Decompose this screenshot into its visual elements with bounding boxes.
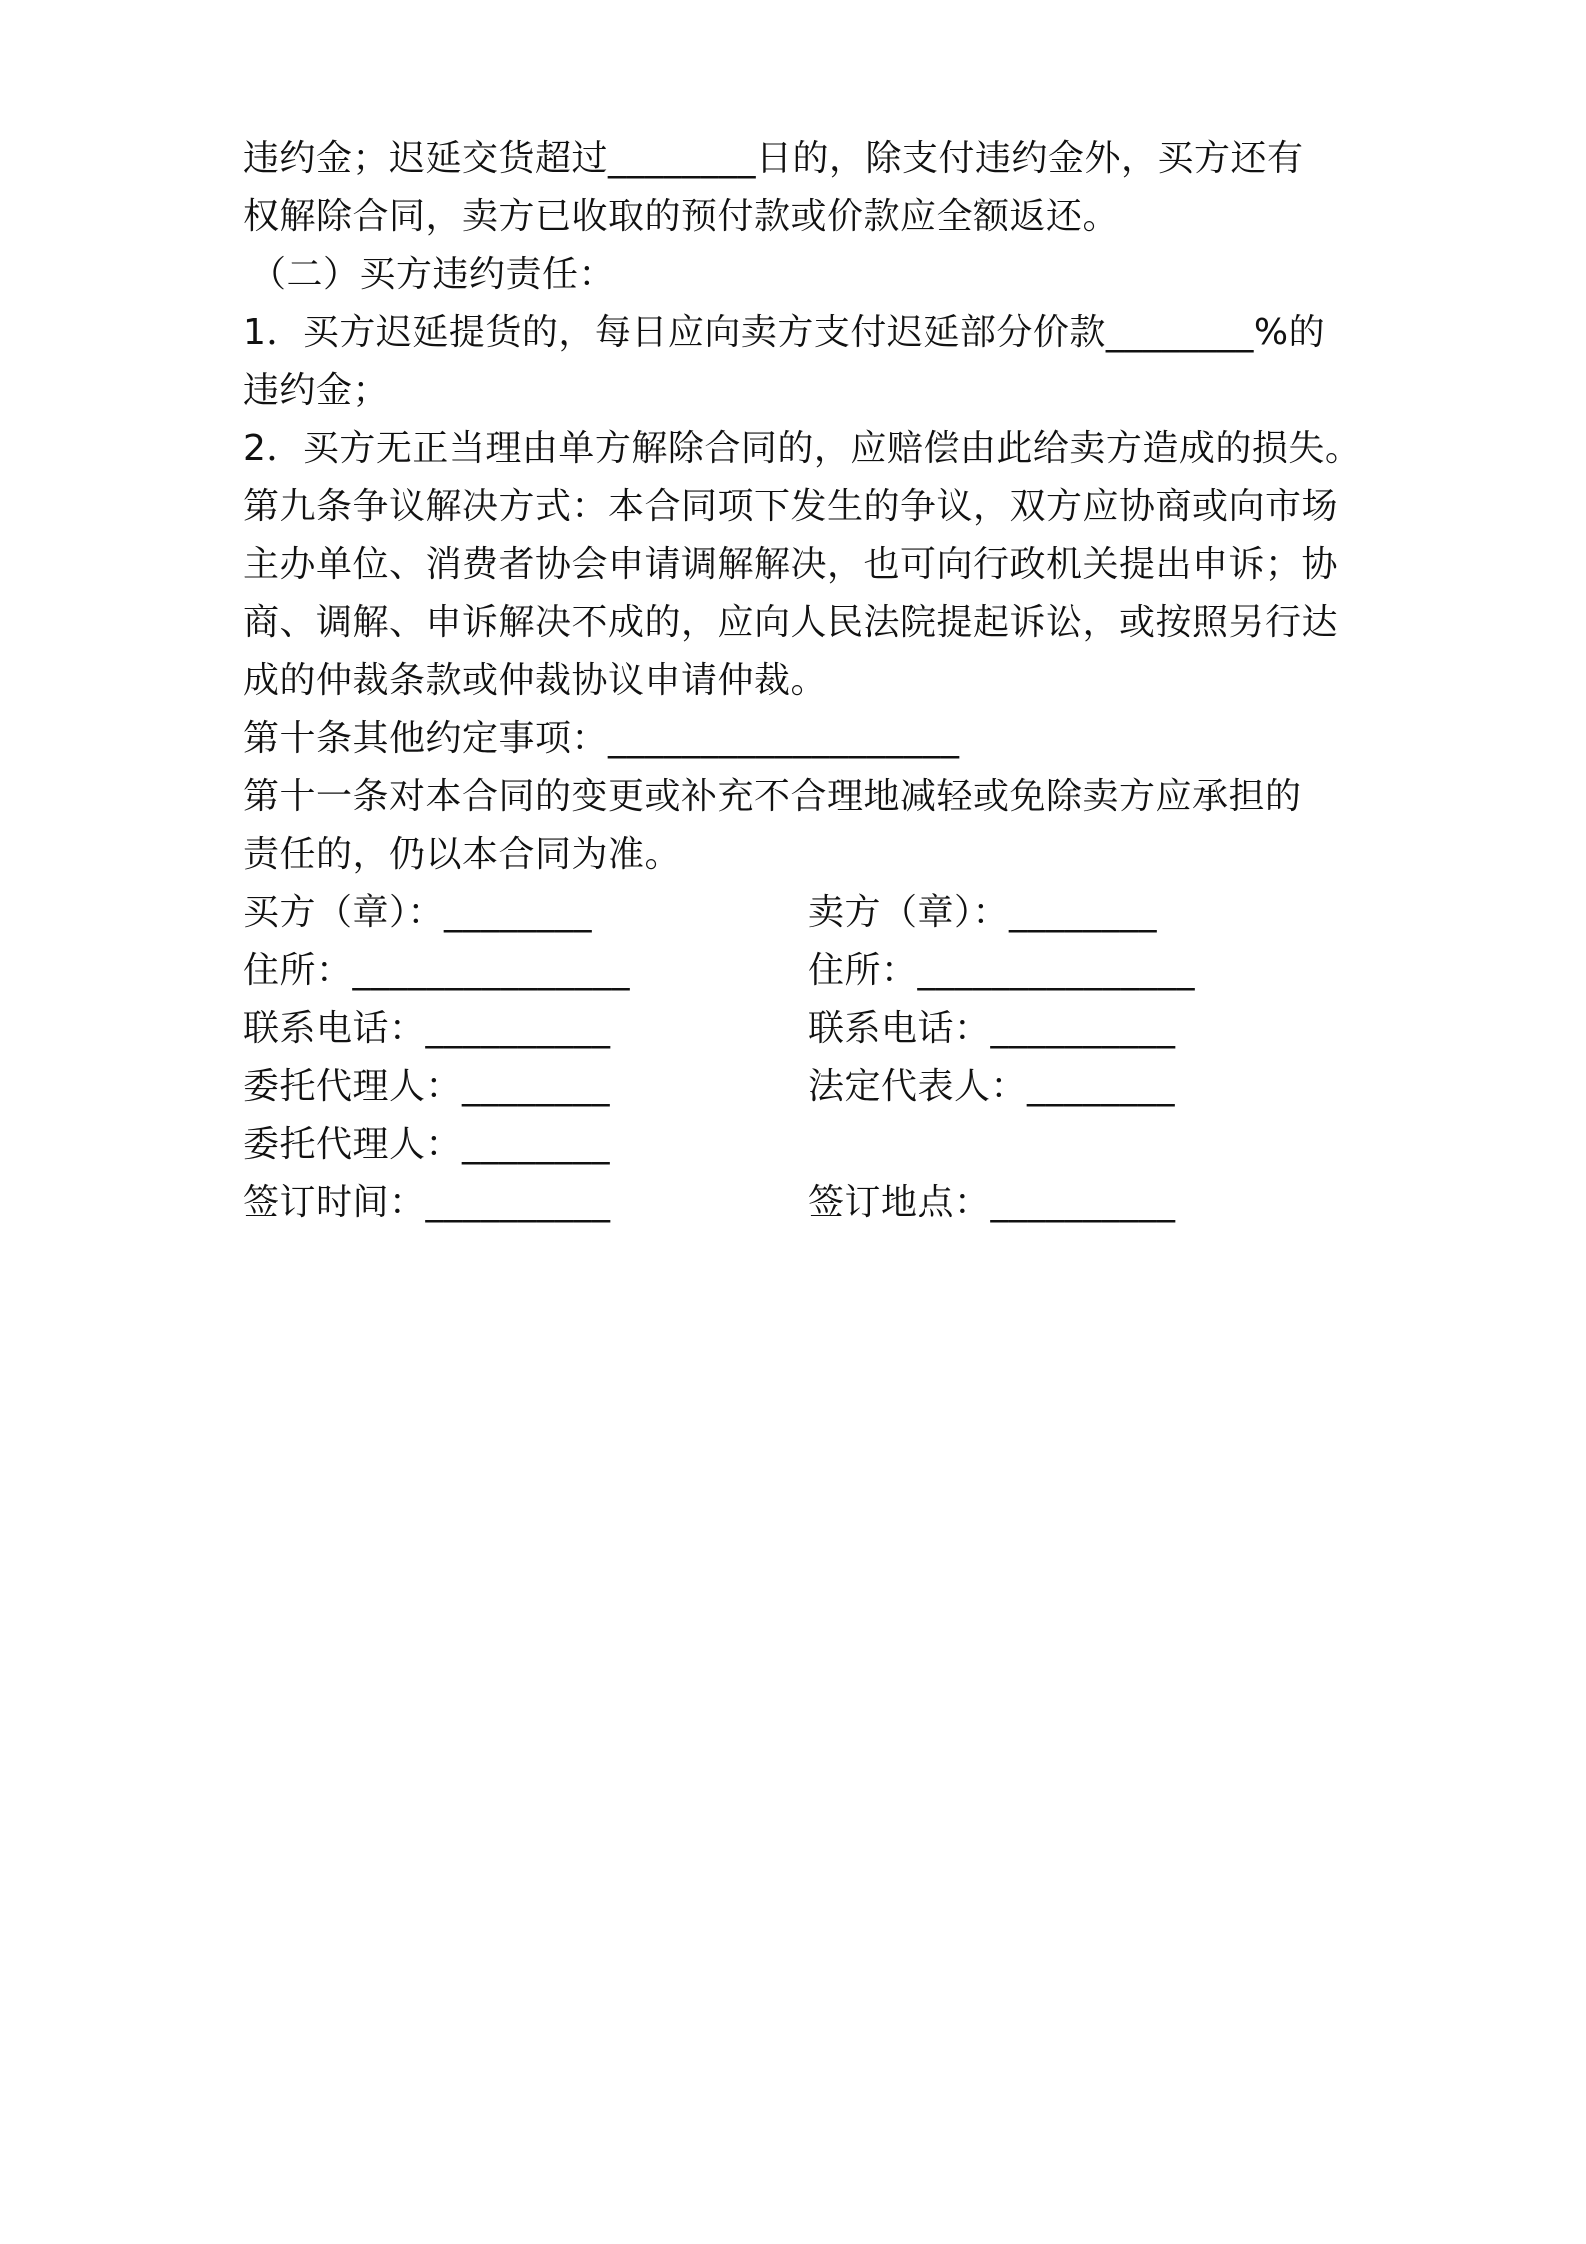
clause-buyer-late-pickup: 1．买方迟延提货的，每日应向卖方支付迟延部分价款________%的: [243, 312, 1326, 353]
paragraph-line-9: 商、调解、申诉解决不成的，应向人民法院提起诉讼，或按照另行达: [243, 602, 1339, 643]
article-11-amendments: 第十一条对本合同的变更或补充不合理地减轻或免除卖方应承担的: [243, 776, 1302, 817]
article-9-dispute-resolution: 第九条争议解决方式：本合同项下发生的争议，双方应协商或向市场: [243, 486, 1339, 527]
clause-buyer-termination: 2．买方无正当理由单方解除合同的，应赔偿由此给卖方造成的损失。: [243, 428, 1362, 469]
seller-phone-field: 联系电话：__________: [808, 1008, 1176, 1049]
paragraph-line-5: 违约金；: [243, 370, 390, 411]
buyer-seal-field: 买方（章）：________: [243, 892, 593, 933]
seller-seal-field: 卖方（章）：________: [808, 892, 1158, 933]
section-heading-buyer-liability: （二）买方违约责任：: [250, 254, 616, 295]
buyer-phone-field: 联系电话：__________: [243, 1008, 611, 1049]
article-10-other-matters: 第十条其他约定事项：___________________: [243, 718, 960, 759]
sign-place-field: 签订地点：__________: [808, 1182, 1176, 1223]
paragraph-line-8: 主办单位、消费者协会申请调解解决，也可向行政机关提出申诉；协: [243, 544, 1339, 585]
buyer-address-field: 住所：_______________: [243, 950, 631, 991]
paragraph-line-10: 成的仲裁条款或仲裁协议申请仲裁。: [243, 660, 828, 701]
seller-legal-rep-field: 法定代表人：________: [808, 1066, 1176, 1107]
seller-agent-field: 委托代理人：________: [243, 1124, 611, 1165]
paragraph-line-13: 责任的，仍以本合同为准。: [243, 834, 682, 875]
paragraph-line-1: 违约金；迟延交货超过________日的，除支付违约金外，买方还有: [243, 138, 1304, 179]
paragraph-line-2: 权解除合同，卖方已收取的预付款或价款应全额返还。: [243, 196, 1120, 237]
seller-address-field: 住所：_______________: [808, 950, 1196, 991]
buyer-agent-field: 委托代理人：________: [243, 1066, 611, 1107]
sign-time-field: 签订时间：__________: [243, 1182, 611, 1223]
